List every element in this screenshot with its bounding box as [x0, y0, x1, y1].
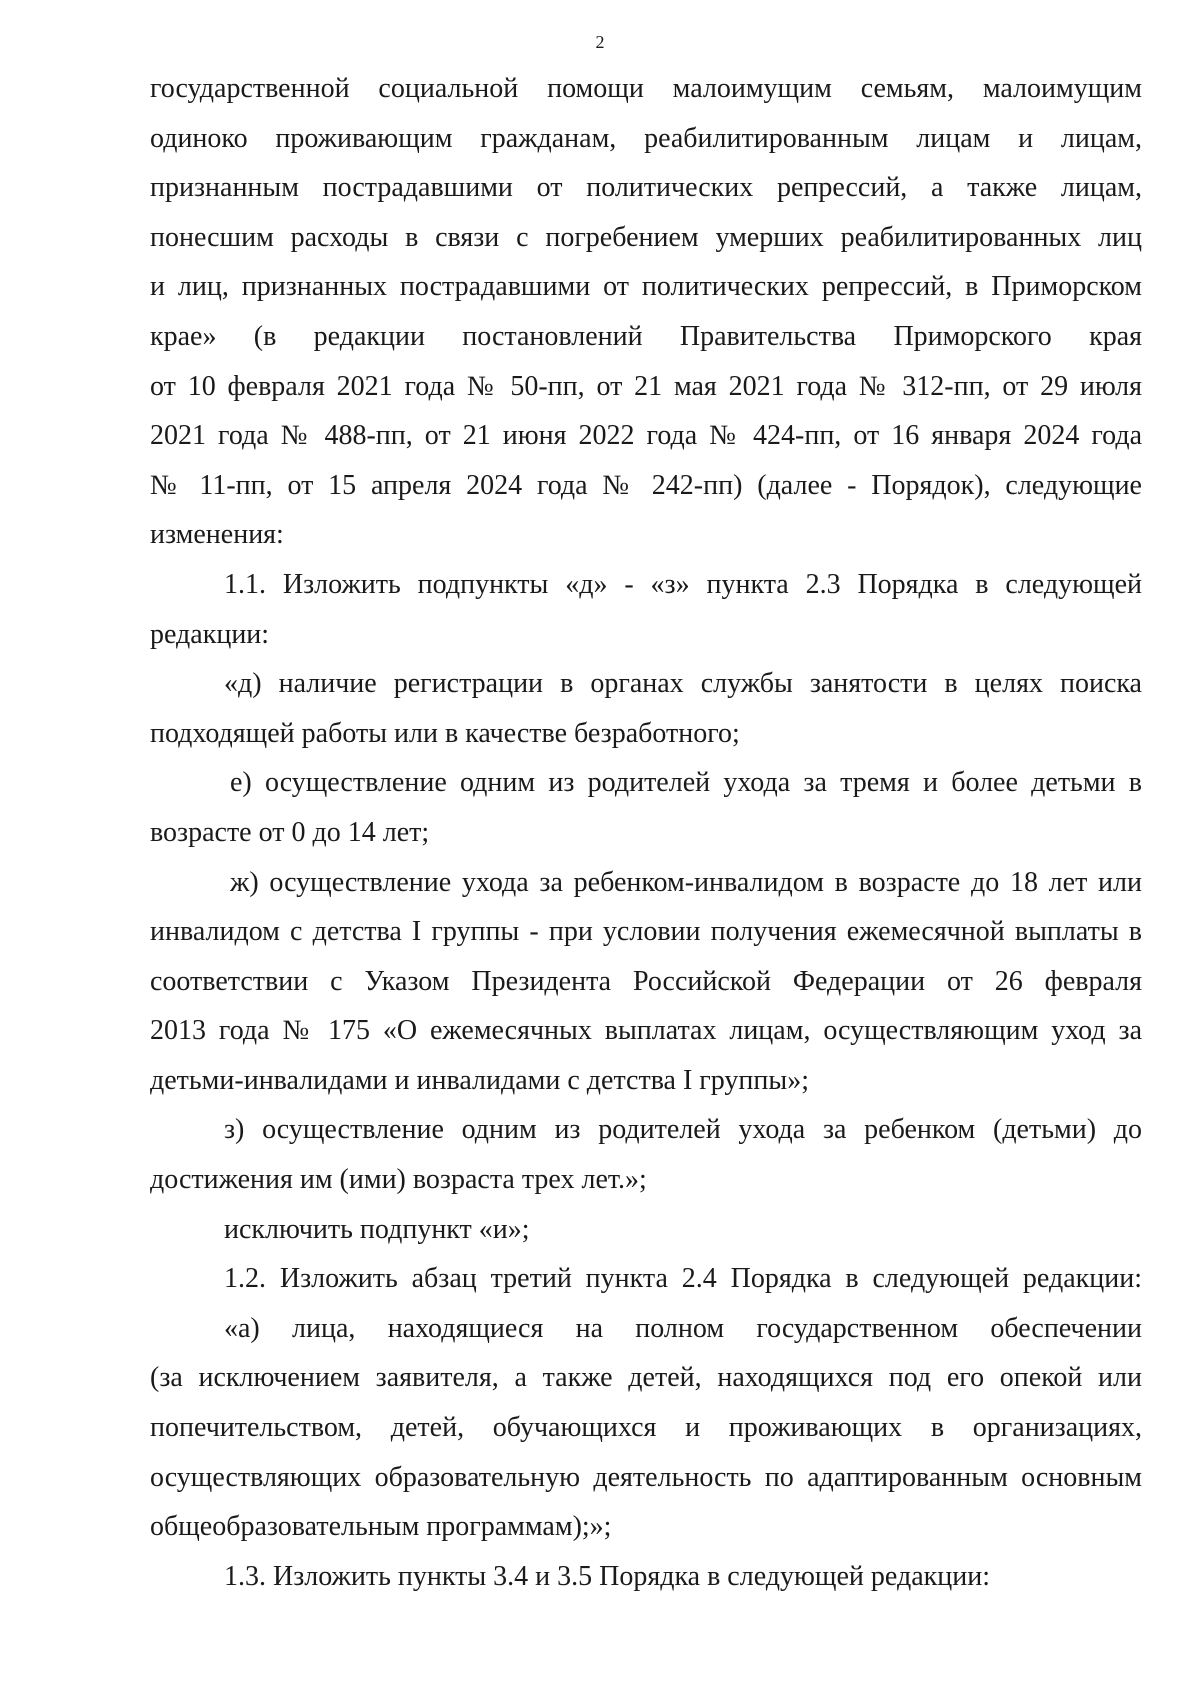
subitem-e-line: е) осуществление одним из родителей ухода за тремя и более детьми в — [230, 767, 1142, 799]
subitem-a-line: попечительством, детей, обучающихся и проживающих в организациях, — [150, 1412, 1142, 1444]
subitem-d-line: «д) наличие регистрации в органах службы занятости в целях поиска — [224, 668, 1142, 700]
subitem-zh-line: детьми-инвалидами и инвалидами с детства I группы»; — [150, 1064, 809, 1096]
text-line: и лиц, признанных пострадавшими от политических репрессий, в Приморском — [150, 271, 1142, 303]
subitem-zh-line: 2013 года № 175 «О ежемесячных выплатах лицам, осуществляющим уход за — [150, 1015, 1142, 1047]
item-1-2-line: 1.2. Изложить абзац третий пункта 2.4 Порядка в следующей редакции: — [224, 1263, 1142, 1295]
subitem-z-line: з) осуществление одним из родителей ухода за ребенком (детьми) до — [224, 1114, 1142, 1146]
text-line: от 10 февраля 2021 года № 50-пп, от 21 мая 2021 года № 312-пп, от 29 июля — [150, 370, 1142, 402]
subitem-a-line: осуществляющих образовательную деятельность по адаптированным основным — [150, 1461, 1142, 1493]
text-line: одиноко проживающим гражданам, реабилитированным лицам и лицам, — [150, 122, 1142, 154]
subitem-a-line: «а) лица, находящиеся на полном государственном обеспечении — [224, 1312, 1142, 1344]
text-line: понесшим расходы в связи с погребением умерших реабилитированных лиц — [150, 221, 1142, 253]
subitem-d-line: подходящей работы или в качестве безработного; — [150, 717, 740, 749]
subitem-a-line: (за исключением заявителя, а также детей, находящихся под его опекой или — [150, 1362, 1142, 1394]
subitem-zh-line: инвалидом с детства I группы - при условии получения ежемесячной выплаты в — [150, 916, 1142, 948]
text-line: государственной социальной помощи малоимущим семьям, малоимущим — [150, 73, 1142, 104]
subitem-a-line: общеобразовательным программам);»; — [150, 1511, 612, 1543]
text-line: признанным пострадавшими от политических репрессий, а также лицам, — [150, 172, 1142, 204]
subitem-z-line: достижения им (ими) возраста трех лет.»; — [150, 1164, 647, 1196]
exclude-line: исключить подпункт «и»; — [224, 1213, 530, 1245]
subitem-zh-line: ж) осуществление ухода за ребенком-инвалидом в возрасте до 18 лет или — [230, 866, 1142, 898]
text-line: 2021 года № 488-пп, от 21 июня 2022 года № 424-пп, от 16 января 2024 года — [150, 420, 1142, 452]
subitem-zh-line: соответствии с Указом Президента Российской Федерации от 26 февраля — [150, 965, 1142, 997]
page-number: 2 — [595, 32, 605, 52]
item-1-3-line: 1.3. Изложить пункты 3.4 и 3.5 Порядка в следующей редакции: — [224, 1560, 990, 1592]
text-line: № 11-пп, от 15 апреля 2024 года № 242-пп) (далее - Порядок), следующие — [150, 469, 1142, 501]
document-body — [150, 64, 1142, 1601]
text-line: крае» (в редакции постановлений Правительства Приморского края — [150, 320, 1142, 352]
item-1-1-line: 1.1. Изложить подпункты «д» - «з» пункта 2.3 Порядка в следующей — [224, 568, 1142, 600]
text-line: изменения: — [150, 519, 284, 551]
item-1-1-line: редакции: — [150, 618, 270, 650]
subitem-e-line: возрасте от 0 до 14 лет; — [150, 816, 430, 848]
